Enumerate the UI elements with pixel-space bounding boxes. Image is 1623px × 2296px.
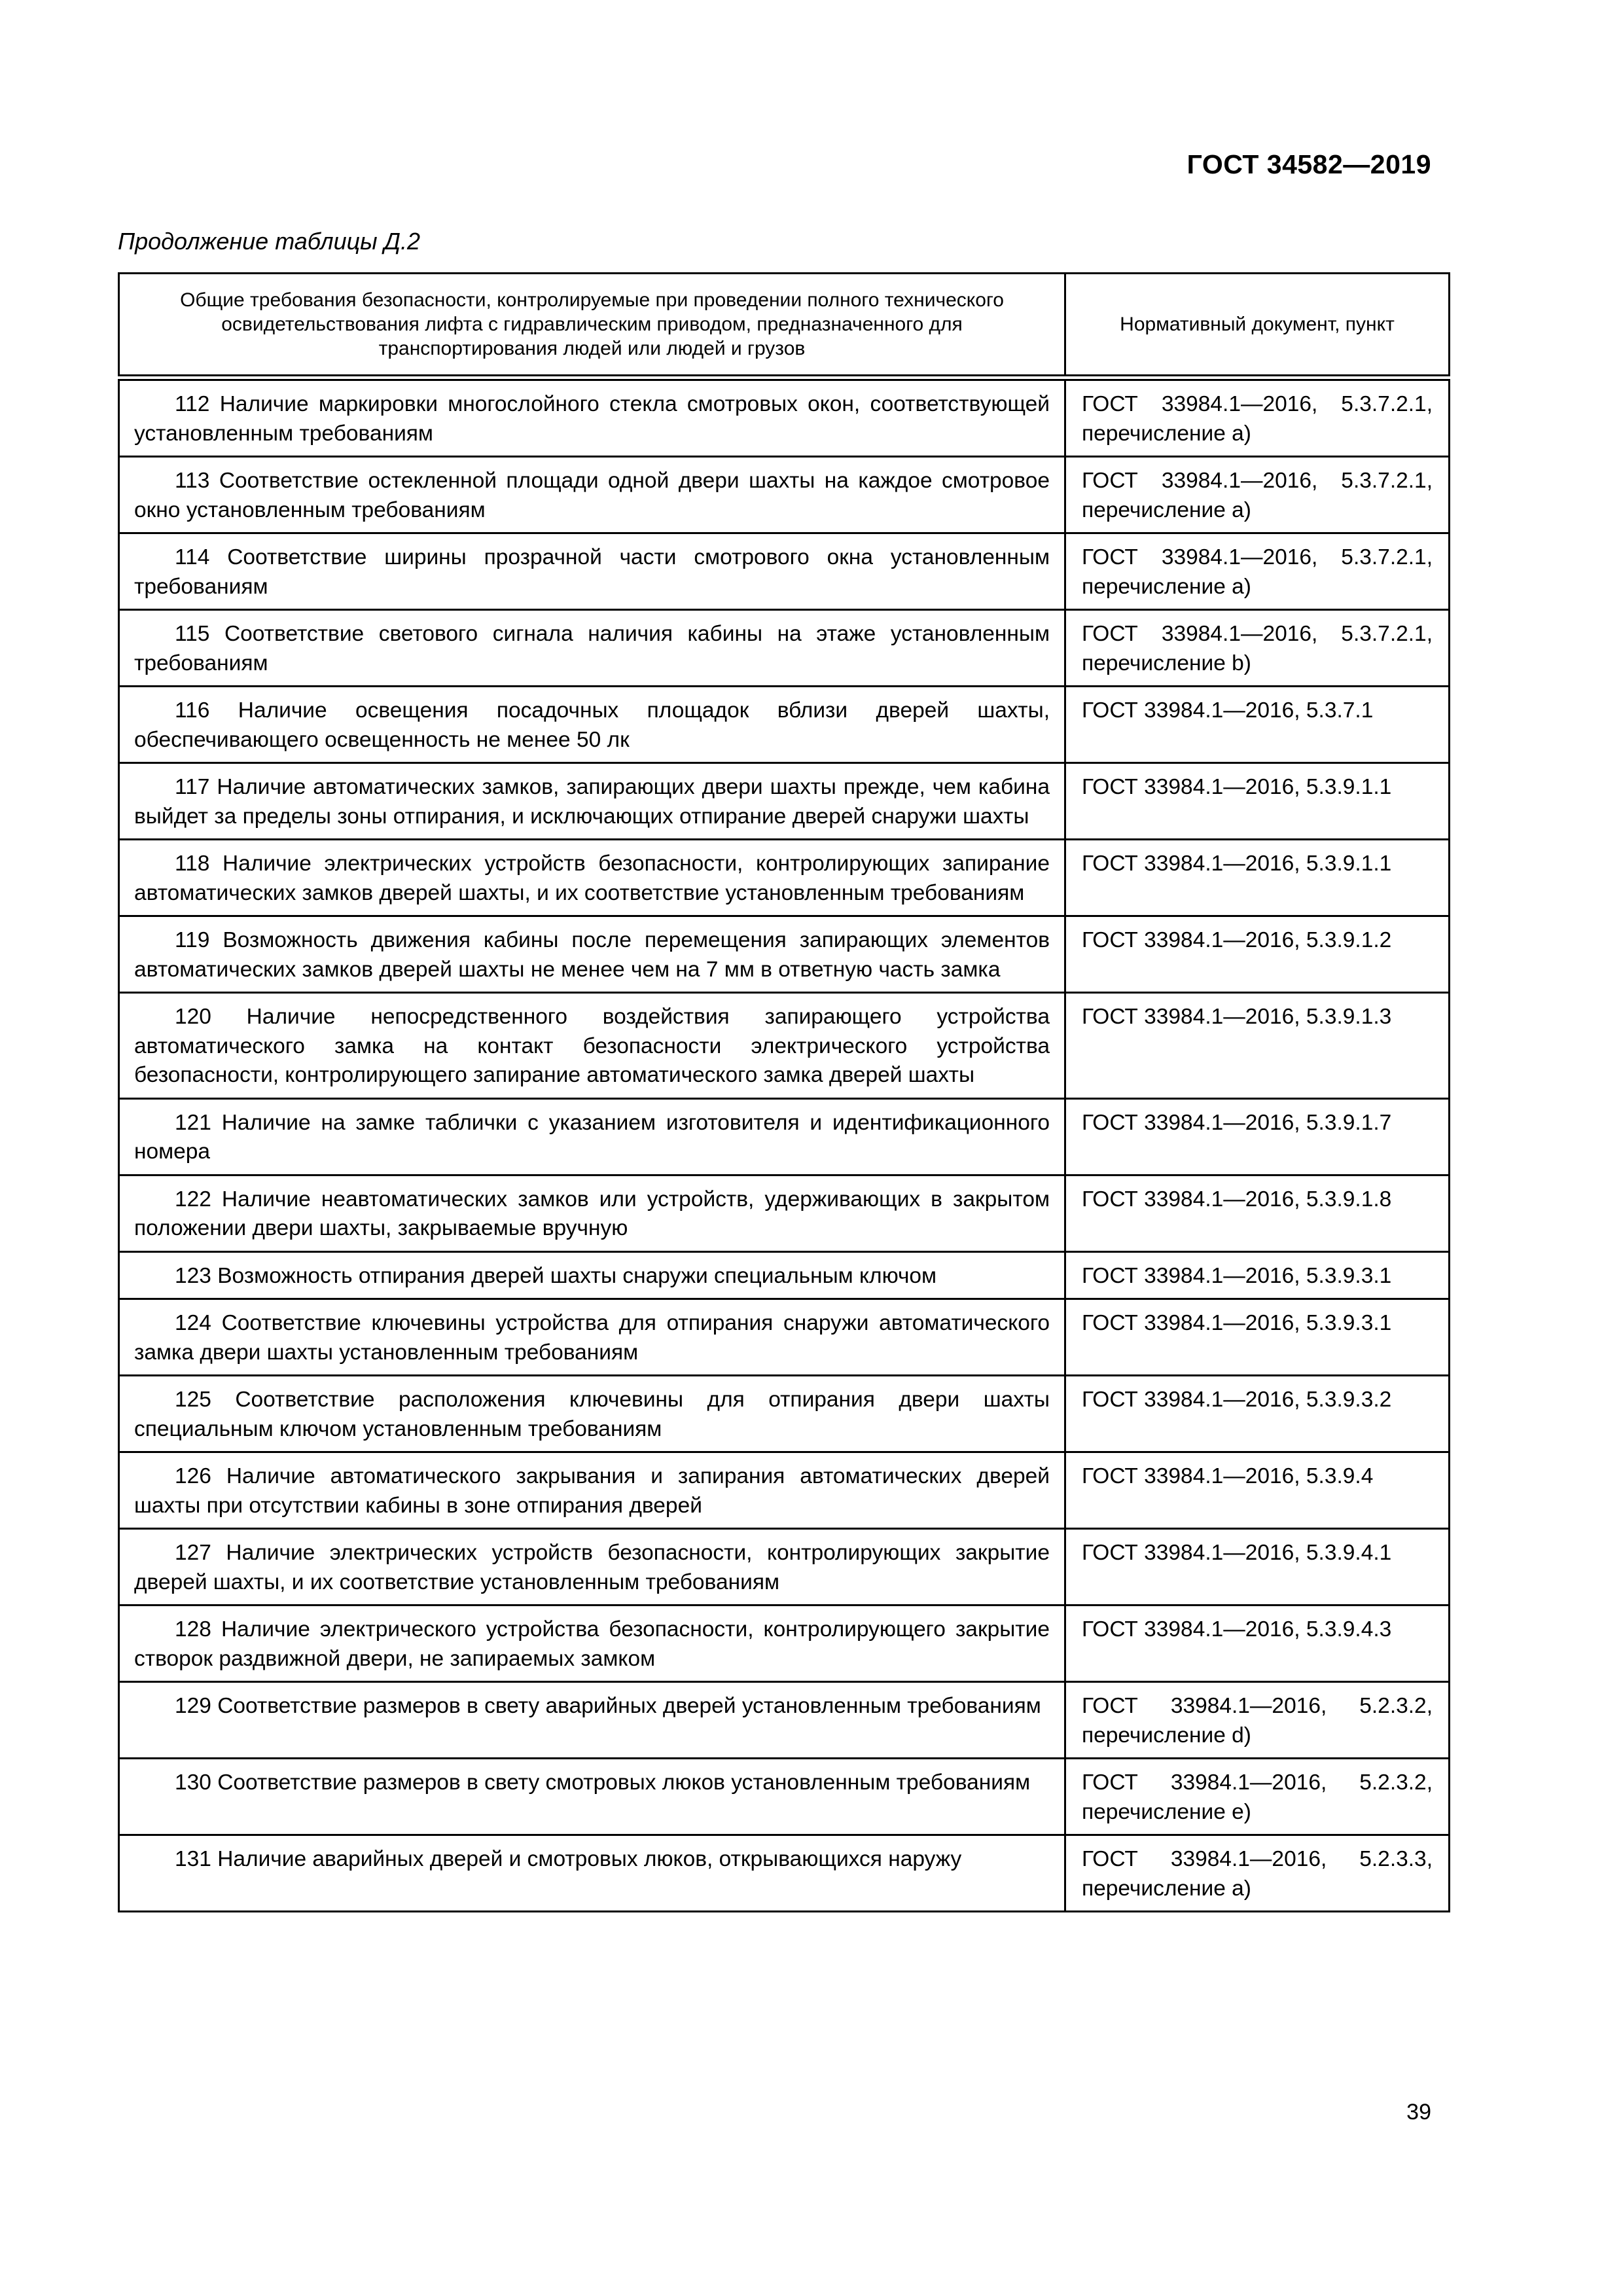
table-row — [119, 1605, 1450, 1682]
document-cell — [1065, 1682, 1450, 1759]
page-number: 39 — [1406, 2100, 1431, 2125]
document-cell — [1065, 1605, 1450, 1682]
document-ref-line2: перечисление а) — [1082, 421, 1251, 446]
table-row — [119, 1682, 1450, 1759]
table-row — [119, 1251, 1450, 1299]
document-ref-line: ГОСТ 33984.1—2016, 5.3.9.4.3 — [1082, 1617, 1392, 1641]
document-cell — [1065, 1529, 1450, 1605]
requirement-cell: 131 Наличие аварийных дверей и смотровых люков, открывающихся наружу — [119, 1835, 1065, 1912]
document-ref-line1: ГОСТ 33984.1—2016, 5.3.7.2.1, — [1082, 622, 1433, 646]
document-cell — [1065, 378, 1450, 457]
table-row — [119, 1376, 1450, 1452]
requirement-cell: 129 Соответствие размеров в свету аварийных дверей установленным требованиям — [119, 1682, 1065, 1759]
table-header-row — [119, 274, 1450, 378]
document-cell — [1065, 1175, 1450, 1251]
document-cell — [1065, 687, 1450, 763]
document-ref-line2: перечисление а) — [1082, 497, 1251, 522]
document-cell — [1065, 840, 1450, 916]
requirement-cell: 127 Наличие электрических устройств безопасности, контролирующих закрытие дверей шахты, и их соответствие установленным требованиям — [119, 1529, 1065, 1605]
requirement-cell: 126 Наличие автоматического закрывания и запирания автоматических дверей шахты при отсутствии кабины в зоне отпирания дверей — [119, 1452, 1065, 1529]
document-ref-line1: ГОСТ 33984.1—2016, 5.2.3.3, — [1082, 1847, 1433, 1871]
document-cell — [1065, 993, 1450, 1099]
document-cell — [1065, 916, 1450, 993]
table-row — [119, 457, 1450, 533]
table-row — [119, 916, 1450, 993]
requirement-cell: 112 Наличие маркировки многослойного стекла смотровых окон, соответствующей установленным требованиям — [119, 378, 1065, 457]
document-ref-line: ГОСТ 33984.1—2016, 5.3.9.3.1 — [1082, 1311, 1392, 1335]
table-body — [119, 378, 1450, 1912]
requirement-cell: 115 Соответствие светового сигнала наличия кабины на этаже установленным требованиям — [119, 610, 1065, 687]
document-ref-line: ГОСТ 33984.1—2016, 5.3.9.1.2 — [1082, 928, 1392, 952]
document-ref-line2: перечисление b) — [1082, 651, 1251, 675]
document-ref-line2: перечисление d) — [1082, 1723, 1251, 1748]
document-cell — [1065, 1452, 1450, 1529]
document-ref-line: ГОСТ 33984.1—2016, 5.3.9.4 — [1082, 1464, 1374, 1488]
requirement-cell: 117 Наличие автоматических замков, запирающих двери шахты прежде, чем кабина выйдет за пределы зоны отпирания, и исключающих отпирание дверей снаружи шахты — [119, 763, 1065, 840]
table-row — [119, 763, 1450, 840]
document-cell — [1065, 1098, 1450, 1175]
column-header-document: Нормативный документ, пункт — [1065, 274, 1450, 378]
table-row — [119, 1759, 1450, 1835]
document-ref-line: ГОСТ 33984.1—2016, 5.3.9.3.1 — [1082, 1263, 1392, 1288]
document-ref-line: ГОСТ 33984.1—2016, 5.3.9.3.2 — [1082, 1388, 1392, 1412]
document-ref-line1: ГОСТ 33984.1—2016, 5.3.7.2.1, — [1082, 392, 1433, 416]
column-header-requirements: Общие требования безопасности, контролируемые при проведении полного технического освидетельствования лифта с гидравлическим приводом, предназначенного для транспортирования людей или людей и грузов — [119, 274, 1065, 378]
requirement-cell: 123 Возможность отпирания дверей шахты снаружи специальным ключом — [119, 1251, 1065, 1299]
document-ref-line1: ГОСТ 33984.1—2016, 5.3.7.2.1, — [1082, 545, 1433, 569]
document-cell — [1065, 533, 1450, 610]
document-ref-line: ГОСТ 33984.1—2016, 5.3.9.1.8 — [1082, 1187, 1392, 1211]
document-ref-line1: ГОСТ 33984.1—2016, 5.3.7.2.1, — [1082, 469, 1433, 493]
document-ref-line: ГОСТ 33984.1—2016, 5.3.9.1.1 — [1082, 852, 1392, 876]
document-ref-line2: перечисление а) — [1082, 1876, 1251, 1901]
requirement-cell: 118 Наличие электрических устройств безопасности, контролирующих запирание автоматических замков дверей шахты, и их соответствие установленным требованиям — [119, 840, 1065, 916]
document-ref-line: ГОСТ 33984.1—2016, 5.3.7.1 — [1082, 698, 1374, 723]
table-row — [119, 1175, 1450, 1251]
requirements-table — [118, 272, 1450, 1912]
document-ref-line: ГОСТ 33984.1—2016, 5.3.9.1.3 — [1082, 1005, 1392, 1029]
document-ref-line: ГОСТ 33984.1—2016, 5.3.9.1.1 — [1082, 775, 1392, 799]
requirement-cell: 128 Наличие электрического устройства безопасности, контролирующего закрытие створок раздвижной двери, не запираемых замком — [119, 1605, 1065, 1682]
requirement-cell: 120 Наличие непосредственного воздействия запирающего устройства автоматического замка на контакт безопасности электрического устройства безопасности, контролирующего запирание автоматического замка дверей шахты — [119, 993, 1065, 1099]
requirement-cell: 114 Соответствие ширины прозрачной части смотрового окна установленным требованиям — [119, 533, 1065, 610]
requirement-cell: 124 Соответствие ключевины устройства для отпирания снаружи автоматического замка двери шахты установленным требованиям — [119, 1299, 1065, 1376]
document-ref-line: ГОСТ 33984.1—2016, 5.3.9.4.1 — [1082, 1541, 1392, 1565]
document-cell — [1065, 763, 1450, 840]
document-cell — [1065, 610, 1450, 687]
requirement-cell: 121 Наличие на замке таблички с указанием изготовителя и идентификационного номера — [119, 1098, 1065, 1175]
table-row — [119, 1098, 1450, 1175]
requirement-cell: 125 Соответствие расположения ключевины для отпирания двери шахты специальным ключом установленным требованиям — [119, 1376, 1065, 1452]
table-row — [119, 993, 1450, 1099]
document-ref-line: ГОСТ 33984.1—2016, 5.3.9.1.7 — [1082, 1110, 1392, 1135]
table-row — [119, 1299, 1450, 1376]
table-row — [119, 840, 1450, 916]
document-cell — [1065, 457, 1450, 533]
requirement-cell: 130 Соответствие размеров в свету смотровых люков установленным требованиям — [119, 1759, 1065, 1835]
requirement-cell: 116 Наличие освещения посадочных площадок вблизи дверей шахты, обеспечивающего освещенность не менее 50 лк — [119, 687, 1065, 763]
table-row — [119, 1529, 1450, 1605]
requirement-cell: 119 Возможность движения кабины после перемещения запирающих элементов автоматических замков дверей шахты не менее чем на 7 мм в ответную часть замка — [119, 916, 1065, 993]
table-row — [119, 378, 1450, 457]
table-row — [119, 1452, 1450, 1529]
document-cell — [1065, 1251, 1450, 1299]
table-caption: Продолжение таблицы Д.2 — [118, 228, 421, 255]
standard-code: ГОСТ 34582—2019 — [1186, 149, 1431, 179]
table-row — [119, 687, 1450, 763]
requirement-cell: 113 Соответствие остекленной площади одной двери шахты на каждое смотровое окно установленным требованиям — [119, 457, 1065, 533]
document-ref-line2: перечисление е) — [1082, 1799, 1251, 1824]
document-ref-line1: ГОСТ 33984.1—2016, 5.2.3.2, — [1082, 1770, 1433, 1795]
table-row — [119, 1835, 1450, 1912]
document-cell — [1065, 1299, 1450, 1376]
document-cell — [1065, 1759, 1450, 1835]
document-ref-line1: ГОСТ 33984.1—2016, 5.2.3.2, — [1082, 1694, 1433, 1718]
document-cell — [1065, 1835, 1450, 1912]
table-row — [119, 610, 1450, 687]
document-ref-line2: перечисление а) — [1082, 574, 1251, 599]
document-cell — [1065, 1376, 1450, 1452]
requirement-cell: 122 Наличие неавтоматических замков или устройств, удерживающих в закрытом положении двери шахты, закрываемые вручную — [119, 1175, 1065, 1251]
table-row — [119, 533, 1450, 610]
